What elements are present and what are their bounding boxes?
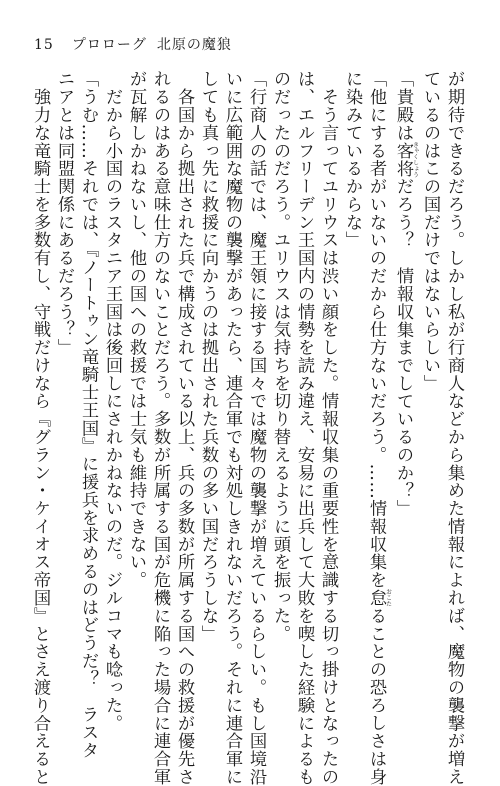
text-line: のだったのだろう。ユリウスは気持ちを切り替えるように頭を振った。: [270, 70, 290, 643]
text-line: だから小国のラスタニア王国は後回しにされかねないのだ。ジルコマも唸った。: [102, 70, 122, 732]
text-line: は、エルフリーデン王国内の情勢を読み違え、安易に出兵して大敗を喫した経験によるも: [294, 70, 314, 786]
text-line: しても真っ先に救援に向かうのは拠出された兵数の多い国だろうしな」: [198, 70, 218, 643]
text-line: 「うむ……それでは、『ノートゥン竜騎士王国』に援兵を求めるのはどうだ？ ラスタ: [78, 70, 98, 760]
text-line: が瓦解しかねないし、他の国への救援では士気も維持できない。: [126, 70, 146, 589]
text-line: いに広範囲な魔物の襲撃があったら、連合軍でも対処しきれないだろう。それに連合軍に: [222, 70, 242, 786]
vertical-text-body: [30, 70, 466, 786]
text-line: 強力な竜騎士を多数有し、守戦だけなら『グラン・ケイオス帝国』とさえ渡り合えると: [30, 70, 50, 786]
section-title: 北原の魔狼: [156, 37, 232, 53]
text-line: 「他にする者がいないのだから仕方ないだろう。……情報収集を怠おこたることの恐ろしさは身: [366, 70, 392, 786]
chapter-title: プロローグ: [71, 37, 147, 53]
text-line: 「貴殿は客将きゃくしょうだろう？ 情報収集までしているのか？」: [393, 70, 419, 518]
text-line: が期待できるだろう。しかし私が行商人などから集めた情報によれば、魔物の襲撃が増え: [444, 70, 464, 786]
running-head: [34, 34, 232, 54]
text-line: ているのはこの国だけではないらしい」: [420, 70, 440, 393]
ruby-annotation: きゃくしょう: [411, 141, 419, 178]
text-line: れるのはある意味仕方のないことだろう。多数が所属する国が危機に陥った場合に連合軍: [150, 70, 170, 786]
text-line: 各国から拠出された兵で構成されている以上、兵の多数が所属する国への救援が優先さ: [174, 70, 194, 786]
text-line: そう言ってユリウスは渋い顔をした。情報収集の重要性を意識する切っ掛けとなったの: [318, 70, 338, 786]
page-number: 15: [34, 37, 54, 53]
ruby-annotation: おこた: [384, 588, 392, 607]
text-line: ニアとは同盟関係にあるだろう？」: [54, 70, 74, 357]
text-line: 「行商人の話では、魔王領に接する国々では魔物の襲撃が増えているらしい。もし国境沿: [246, 70, 266, 786]
text-line: に染みているからな」: [342, 70, 362, 249]
